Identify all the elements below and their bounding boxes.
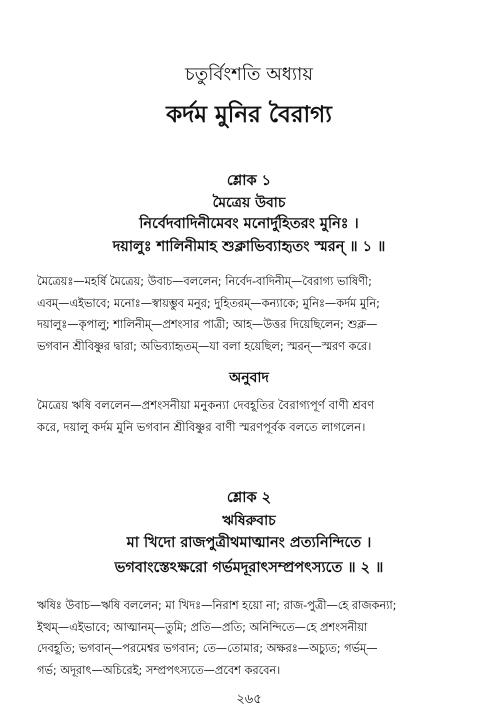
synonym-line: ঋষিঃ উবাচ—ঋষি বললেন; মা খিদঃ—নিরাশ হয়ো না; রাজ-পুত্রী—হে রাজকন্যা;	[37, 599, 397, 612]
verse-2-line-2: ভগবাংস্তেঽক্ষরো গর্ভমদূরাৎসম্প্রপৎস্যতে ॥ ২ ॥	[114, 560, 384, 576]
verse-2-line-1: মা খিদো রাজপুত্রীথমাত্মানং প্রত্যনিন্দিতে ।	[126, 535, 372, 551]
translation-line: মৈত্রেয় ঋষি বললেন—প্রশংসনীয়া মনুকন্যা দেবহূতির বৈরাগ্যপূর্ণ বাণী শ্রবণ	[37, 398, 375, 412]
verse-1-synonyms	[37, 271, 461, 357]
synonym-line: মৈত্রেয়ঃ—মহর্ষি মৈত্রেয়; উবাচ—বললেন; নির্বেদ-বাদিনীম্—বৈরাগ্য ভাষিণী;	[37, 275, 372, 288]
synonym-line: এবম্—এইভাবে; মনোঃ—স্বায়ম্ভুব মনুর; দুহিতরম্—কন্যাকে; মুনিঃ—কর্দম মুনি;	[37, 296, 380, 310]
synonym-line: দয়ালুঃ—কৃপালু; শালিনীম্—প্রশংসার পাত্রী; আহ—উত্তর দিয়েছিলেন; শুক্ল—	[37, 318, 378, 331]
page-number: ২৬৫	[236, 692, 262, 707]
synonym-line: ভগবান শ্রীবিষ্ণুর দ্বারা; অভিব্যাহৃতম্—যা বলা হয়েছিল; স্মরন্—স্মরণ করে।	[37, 339, 372, 353]
verse-2-synonyms	[37, 595, 461, 681]
verse-1-line-1: নির্বেদবাদিনীমেবং মনোর্দুহিতরং মুনিঃ ।	[139, 216, 359, 232]
synonym-line: গর্ভ; অদূরাৎ—অচিরেই; সম্প্রপৎস্যতে—প্রবেশ করবেন।	[37, 663, 281, 677]
synonym-line: ইত্থম্—এইভাবে; আত্মানম্—তুমি; প্রতি—প্রতি; অনিন্দিতে—হে প্রশংসনীয়া	[37, 620, 368, 634]
chapter-title: কর্দম মুনির বৈরাগ্য	[166, 102, 332, 128]
verse-1-speaker: মৈত্রেয় উবাচ	[212, 195, 286, 211]
verse-2-label: শ্লোক ২	[226, 490, 272, 506]
translation-line: করে, দয়ালু কর্দম মুনি ভগবান শ্রীবিষ্ণুর বাণী স্মরণপূর্বক বলতে লাগলেন।	[37, 420, 366, 434]
verse-1-label: শ্লোক ১	[226, 173, 272, 189]
synonym-line: দেবহূতি; ভগবান্—পরমেশ্বর ভগবান; তে—তোমার; অক্ষরঃ—অচ্যুত; গর্ভম্—	[37, 642, 378, 655]
chapter-heading: চতুর্বিংশতি অধ্যায়	[185, 64, 313, 85]
translation-label: অনুবাদ	[229, 370, 269, 386]
verse-1-translation	[37, 394, 461, 438]
verse-1-line-2: দয়ালুঃ শালিনীমাহ শুক্লাভিব্যাহৃতং স্মরন্ ॥ ১ ॥	[112, 239, 386, 255]
verse-2-speaker: ঋষিরুবাচ	[222, 513, 276, 529]
